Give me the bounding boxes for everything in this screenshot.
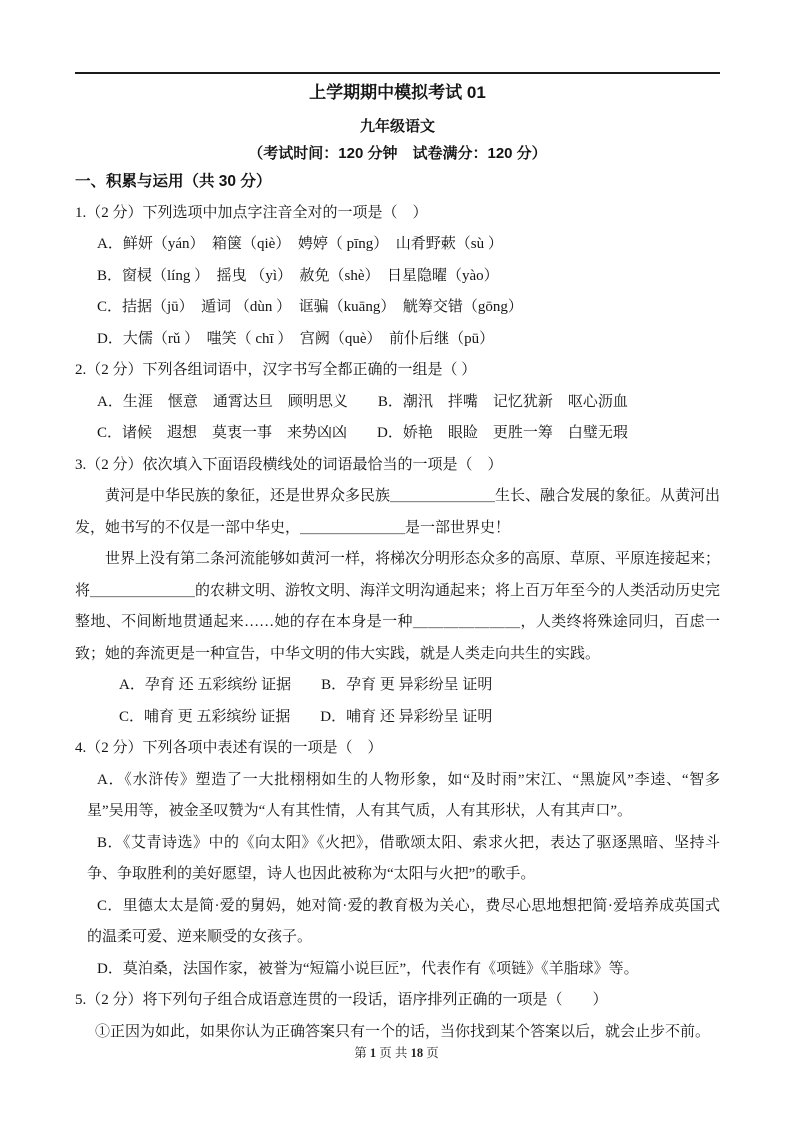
q1-option-d: D．大儒（rǔ ） 嗤笑（ chī ） 宫阙（què） 前仆后继（pū） bbox=[97, 330, 495, 347]
q3-options-row-ab: A．孕育 还 五彩缤纷 证据 B．孕育 更 异彩纷呈 证明 bbox=[119, 677, 493, 693]
q2-options-row-ab: A．生涯 惬意 通霄达旦 顾明思义 B．潮汛 拌嘴 记忆犹新 呕心沥血 bbox=[97, 393, 628, 410]
footer-label-part2: 页 共 bbox=[379, 1046, 408, 1060]
question-5 bbox=[75, 985, 720, 1048]
question-4 bbox=[75, 733, 720, 985]
q4-option-a: A．《水浒传》塑造了一大批栩栩如生的人物形象，如“及时雨”宋江、“黑旋风”李逵、“智多星”吴用等，被金圣叹赞为“人有其性情，人有其气质，人有其形状，人有其声口”。 bbox=[87, 771, 720, 819]
footer-label-part3: 页 bbox=[426, 1046, 439, 1060]
exam-title: 上学期期中模拟考试 01 bbox=[309, 83, 486, 102]
q2-stem: 2.（2 分）下列各组词语中，汉字书写全都正确的一组是（ ） bbox=[75, 362, 477, 378]
exam-subtitle: 九年级语文 bbox=[359, 118, 435, 135]
footer-page-number: 1 bbox=[369, 1046, 377, 1060]
q3-passage-paragraph-2: 世界上没有第二条河流能够如黄河一样，将梯次分明形态众多的高原、草原、平原连接起来；将＿＿＿＿＿＿＿的农耕文明、游牧文明、海洋文明沟通起来；将上百万年至今的人类活动历史完整地、不间断地贯通起来……她的存在本身是一种＿＿＿＿＿＿＿，人类终将殊途同归，百虑一致；她的奔流更是一种宣告，中华文明的伟大实践，就是人类走向共生的实践。 bbox=[75, 551, 721, 662]
q1-option-a: A．鲜妍（yán） 箱箧（qiè） 娉婷（ pīng） 山肴野蔌（sù ） bbox=[97, 236, 503, 252]
question-3 bbox=[75, 450, 720, 734]
footer-label-part1: 第 bbox=[354, 1046, 367, 1060]
q1-stem: 1.（2 分）下列选项中加点字注音全对的一项是（ ） bbox=[75, 204, 428, 221]
q1-option-c: C．拮据（jū） 遁词 （dùn ） 诓骗（kuāng） 觥筹交错（gōng） bbox=[97, 299, 523, 315]
q4-stem: 4.（2 分）下列各项中表述有误的一项是（ ） bbox=[75, 740, 383, 756]
exam-time-info: （考试时间：120 分钟 试卷满分：120 分） bbox=[248, 145, 547, 162]
section-heading: 一、积累与运用（共 30 分） bbox=[75, 173, 272, 190]
q5-sentence-1: ①正因为如此，如果你认为正确答案只有一个的话，当你找到某个答案以后，就会止步不前。 bbox=[95, 1023, 711, 1040]
question-2 bbox=[75, 355, 720, 450]
q3-passage-paragraph-1: 黄河是中华民族的象征，还是世界众多民族＿＿＿＿＿＿＿生长、融合发展的象征。从黄河出发，她书写的不仅是一部中华史，＿＿＿＿＿＿＿是一部世界史！ bbox=[75, 488, 721, 536]
q5-stem: 5.（2 分）将下列句子组合成语意连贯的一段话，语序排列正确的一项是（ ） bbox=[75, 992, 608, 1008]
q4-option-c: C．里德太太是简·爱的舅妈，她对简·爱的教育极为关心，费尽心思地想把简·爱培养成英国式的温柔可爱、逆来顺受的女孩子。 bbox=[87, 897, 720, 945]
q4-option-b: B．《艾青诗选》中的《向太阳》《火把》，借歌颂太阳、索求火把，表达了驱逐黑暗、坚持斗争、争取胜利的美好愿望，诗人也因此被称为“太阳与火把”的歌手。 bbox=[87, 834, 720, 882]
question-1 bbox=[75, 198, 720, 356]
q3-options-row-cd: C．哺育 更 五彩缤纷 证据 D．哺育 还 异彩纷呈 证明 bbox=[119, 708, 493, 725]
q4-option-d: D．莫泊桑，法国作家，被誉为“短篇小说巨匠”，代表作有《项链》《羊脂球》等。 bbox=[97, 960, 639, 977]
q2-options-row-cd: C．诸候 遐想 莫衷一事 来势凶凶 D．娇艳 眼睑 更胜一筹 白璧无瑕 bbox=[97, 425, 628, 441]
footer-page-total: 18 bbox=[410, 1046, 424, 1060]
q1-option-b: B．窗棂（líng ） 摇曳 （yì） 赦免（shè） 日星隐曜（yào） bbox=[97, 267, 499, 284]
q3-stem: 3.（2 分）依次填入下面语段横线处的词语最恰当的一项是（ ） bbox=[75, 456, 503, 473]
page-footer bbox=[0, 1045, 793, 1061]
